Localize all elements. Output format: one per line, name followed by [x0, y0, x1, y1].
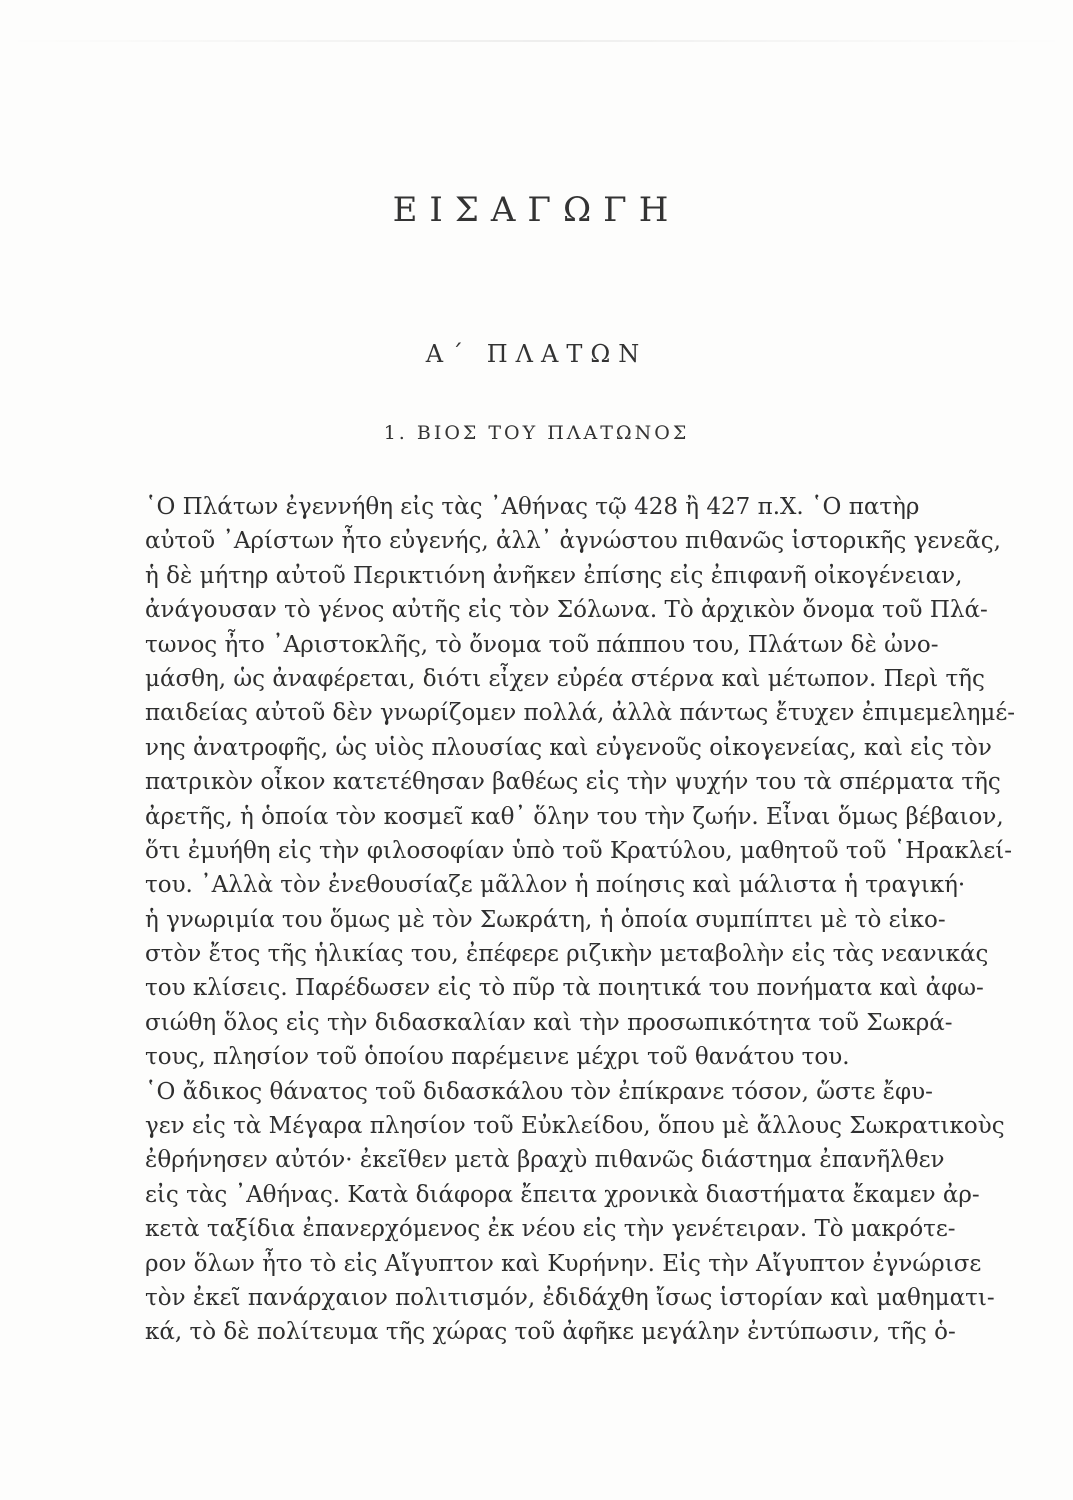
text-line: πατρικὸν οἶκον κατετέθησαν βαθέως εἰς τὴν ψυχήν του τὰ σπέρματα τῆς — [145, 769, 1001, 796]
text-line: ἡ γνωριμία του ὅμως μὲ τὸν Σωκράτη, ἡ ὁποία συμπίπτει μὲ τὸ εἰκο- — [145, 906, 946, 933]
text-line: ἀρετῆς, ἡ ὁποία τὸν κοσμεῖ καθ᾿ ὅλην του τὴν ζωήν. Εἶναι ὅμως βέβαιον, — [145, 803, 1004, 830]
text-line: ἡ δὲ μήτηρ αὐτοῦ Περικτιόνη ἀνῆκεν ἐπίσης εἰς ἐπιφανῆ οἰκογένειαν, — [145, 562, 963, 589]
subsection-title: 1. ΒΙΟΣ ΤΟΥ ΠΛΑΤΩΝΟΣ — [383, 422, 690, 444]
text-line: εἰς τὰς ᾿Αθήνας. Κατὰ διάφορα ἔπειτα χρονικὰ διαστήματα ἔκαμεν ἀρ- — [145, 1181, 980, 1208]
text-line: του κλίσεις. Παρέδωσεν εἰς τὸ πῦρ τὰ ποιητικά του πονήματα καὶ ἀφω- — [145, 975, 984, 1002]
text-line: ἀνάγουσαν τὸ γένος αὐτῆς εἰς τὸν Σόλωνα. Τὸ ἀρχικὸν ὄνομα τοῦ Πλά- — [145, 597, 988, 624]
text-line: κά, τὸ δὲ πολίτευμα τῆς χώρας τοῦ ἀφῆκε μεγάλην ἐντύπωσιν, τῆς ὁ- — [145, 1319, 956, 1346]
text-line: ὅτι ἐμυήθη εἰς τὴν φιλοσοφίαν ὑπὸ τοῦ Κρατύλου, μαθητοῦ τοῦ ῾Ηρακλεί- — [145, 837, 1013, 864]
section-title: Α΄ ΠΛΑΤΩΝ — [425, 340, 648, 368]
chapter-title: ΕΙΣΑΓΩΓΗ — [392, 190, 681, 230]
text-line: ῾Ο Πλάτων ἐγεννήθη εἰς τὰς ᾿Αθήνας τῷ 428 ἢ 427 π.Χ. ῾Ο πατὴρ — [145, 494, 920, 520]
text-line: κετὰ ταξίδια ἐπανερχόμενος ἐκ νέου εἰς τὴν γενέτειραν. Τὸ μακρότε- — [145, 1216, 956, 1243]
body-text — [145, 490, 1016, 1350]
text-line: τὸν ἐκεῖ πανάρχαιον πολιτισμόν, ἐδιδάχθη ἴσως ἱστορίαν καὶ μαθηματι- — [145, 1284, 995, 1311]
text-line: ῾Ο ἄδικος θάνατος τοῦ διδασκάλου τὸν ἐπίκρανε τόσον, ὥστε ἔφυ- — [145, 1078, 933, 1105]
text-line: ρον ὅλων ἦτο τὸ εἰς Αἴγυπτον καὶ Κυρήνην. Εἰς τὴν Αἴγυπτον ἐγνώρισε — [145, 1250, 982, 1277]
text-line: του. ᾿Αλλὰ τὸν ἐνεθουσίαζε μᾶλλον ἡ ποίησις καὶ μάλιστα ἡ τραγική· — [145, 872, 966, 899]
text-line: στὸν ἔτος τῆς ἡλικίας του, ἐπέφερε ριζικὴν μεταβολὴν εἰς τὰς νεανικάς — [145, 941, 989, 968]
scan-shadow-edge — [0, 40, 1073, 42]
text-line: μάσθη, ὡς ἀναφέρεται, διότι εἶχεν εὐρέα στέρνα καὶ μέτωπον. Περὶ τῆς — [145, 665, 985, 692]
text-line: αὐτοῦ ᾿Αρίστων ἦτο εὐγενής, ἀλλ᾿ ἀγνώστου πιθανῶς ἱστορικῆς γενεᾶς, — [145, 528, 1001, 555]
text-line: τωνος ἦτο ᾿Αριστοκλῆς, τὸ ὄνομα τοῦ πάππου του, Πλάτων δὲ ὠνο- — [145, 631, 939, 658]
text-line: ἐθρήνησεν αὐτόν· ἐκεῖθεν μετὰ βραχὺ πιθανῶς διάστημα ἐπανῆλθεν — [145, 1147, 945, 1174]
text-line: γεν εἰς τὰ Μέγαρα πλησίον τοῦ Εὐκλείδου, ὅπου μὲ ἄλλους Σωκρατικοὺς — [145, 1113, 1005, 1140]
text-line: τους, πλησίον τοῦ ὁποίου παρέμεινε μέχρι τοῦ θανάτου του. — [145, 1044, 850, 1071]
text-line: παιδείας αὐτοῦ δὲν γνωρίζομεν πολλά, ἀλλὰ πάντως ἔτυχεν ἐπιμεμελημέ- — [145, 700, 1016, 727]
text-line: σιώθη ὅλος εἰς τὴν διδασκαλίαν καὶ τὴν προσωπικότητα τοῦ Σωκρά- — [145, 1009, 953, 1036]
text-line: νης ἀνατροφῆς, ὡς υἱὸς πλουσίας καὶ εὐγενοῦς οἰκογενείας, καὶ εἰς τὸν — [145, 734, 992, 761]
